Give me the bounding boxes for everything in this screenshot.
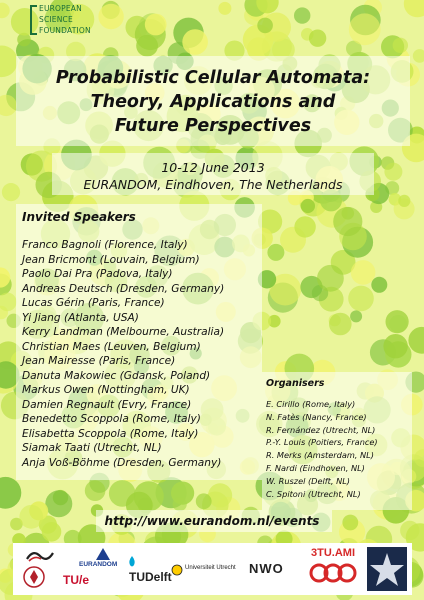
speaker-item: Anja Voß-Böhme (Dresden, Germany): [22, 456, 222, 469]
background-dot: [208, 483, 232, 507]
background-dot: [329, 313, 352, 336]
organisers-section: [266, 378, 416, 500]
background-dot: [393, 38, 408, 53]
speaker-item: Franco Bagnoli (Florence, Italy): [22, 239, 188, 251]
background-dot: [98, 4, 123, 29]
background-dot: [398, 195, 410, 207]
background-dot: [294, 7, 310, 23]
event-date: 10-12 June 2013: [161, 160, 265, 175]
background-dot: [294, 216, 315, 237]
speaker-item: Paolo Dai Pra (Padova, Italy): [22, 268, 173, 280]
speaker-item: Siamak Taati (Utrecht, NL): [22, 442, 162, 454]
background-dot: [309, 30, 326, 47]
background-dot: [384, 163, 402, 181]
invited-speakers-heading: Invited Speakers: [22, 210, 136, 224]
organiser-item: W. Ruszel (Delft, NL): [266, 475, 350, 486]
background-dot: [0, 293, 17, 312]
organiser-item: R. Merks (Amsterdam, NL): [266, 450, 374, 461]
eurandom-logo-icon[interactable]: [95, 547, 111, 561]
background-dot: [413, 49, 424, 63]
background-dot: [371, 277, 387, 293]
background-dot: [218, 2, 231, 15]
background-dot: [182, 29, 208, 55]
nwo-logo[interactable]: NWO: [249, 561, 284, 576]
background-dot: [317, 265, 344, 292]
speaker-item: Christian Maes (Leuven, Belgium): [22, 340, 201, 353]
esf-logo-line-1: EUROPEAN: [39, 4, 82, 13]
background-dot: [196, 493, 212, 509]
background-dot: [349, 13, 381, 45]
tudelft-flame-icon: [127, 555, 137, 569]
speaker-item: Markus Owen (Nottingham, UK): [22, 384, 190, 396]
organiser-item: P.-Y. Louis (Poitiers, France): [266, 437, 378, 448]
utrecht-sun-icon: [171, 564, 183, 576]
poster-title: [28, 66, 398, 138]
background-dot: [267, 244, 284, 261]
esf-logo-line-3: FOUNDATION: [39, 26, 91, 35]
speaker-item: Andreas Deutsch (Dresden, Germany): [22, 282, 225, 295]
organiser-item: C. Spitoni (Utrecht, NL): [266, 488, 361, 499]
threetu-ami-logo[interactable]: 3TU.AMI: [311, 547, 355, 559]
background-dot: [136, 35, 158, 57]
esf-logo-mark: [30, 5, 37, 35]
event-venue: EURANDOM, Eindhoven, The Netherlands: [83, 177, 343, 192]
title-line-2: Theory, Applications and: [90, 92, 336, 112]
title-line-1: Probabilistic Cellular Automata:: [55, 68, 371, 88]
speaker-item: Jean Mairesse (Paris, France): [22, 355, 176, 367]
tue-logo[interactable]: TU/e: [63, 573, 90, 587]
threetu-circles-icon: [309, 563, 357, 583]
background-dot: [333, 207, 362, 236]
speaker-item: Elisabetta Scoppola (Rome, Italy): [22, 427, 199, 440]
background-dot: [0, 3, 10, 19]
organisers-list: [266, 398, 416, 500]
invited-speakers-list: [22, 238, 262, 470]
organiser-item: N. Fatès (Nancy, France): [266, 411, 367, 422]
speaker-item: Damien Regnault (Evry, France): [22, 398, 192, 411]
speaker-item: Yi Jiang (Atlanta, USA): [22, 311, 139, 324]
organiser-item: E. Cirillo (Rome, Italy): [266, 399, 356, 409]
sponsor-logo-swirl-icon[interactable]: [25, 547, 55, 565]
speaker-item: Benedetto Scoppola (Rome, Italy): [22, 413, 201, 425]
speaker-item: Jean Bricmont (Louvain, Belgium): [22, 253, 200, 266]
background-dot: [2, 183, 20, 201]
website-link[interactable]: http://www.eurandom.nl/events: [104, 514, 320, 528]
utrecht-logo[interactable]: Universiteit Utrecht: [185, 565, 236, 571]
background-dot: [351, 260, 376, 285]
esf-logo[interactable]: [30, 3, 100, 43]
speaker-item: Kerry Landman (Melbourne, Australia): [22, 326, 225, 338]
background-dot: [85, 480, 106, 501]
organiser-item: F. Nardi (Eindhoven, NL): [266, 462, 365, 473]
background-dot: [257, 18, 273, 34]
esf-logo-line-2: SCIENCE: [39, 15, 73, 24]
background-dot: [389, 315, 407, 333]
background-dot: [348, 286, 374, 312]
star-logo-icon[interactable]: [367, 547, 407, 591]
organiser-item: R. Fernández (Utrecht, NL): [266, 424, 376, 435]
background-dot: [350, 310, 362, 322]
background-dot: [0, 46, 18, 78]
background-dot: [383, 334, 407, 358]
sponsor-logo-strip: [13, 543, 412, 595]
speaker-item: Lucas Gérin (Paris, France): [22, 297, 165, 309]
background-dot: [301, 199, 315, 213]
speaker-item: Danuta Makowiec (Gdansk, Poland): [22, 369, 211, 382]
background-dot: [0, 477, 21, 509]
invited-speakers-section: [22, 210, 262, 470]
background-dot: [404, 0, 424, 17]
eurandom-logo-label: EURANDOM: [79, 561, 118, 568]
tudelft-logo[interactable]: TUDelft: [129, 570, 172, 584]
title-line-3: Future Perspectives: [114, 116, 312, 136]
background-dot: [145, 14, 167, 36]
university-crest-icon[interactable]: [21, 565, 47, 593]
background-dot: [408, 327, 424, 354]
organisers-heading: Organisers: [266, 378, 325, 389]
event-details: [60, 159, 366, 193]
